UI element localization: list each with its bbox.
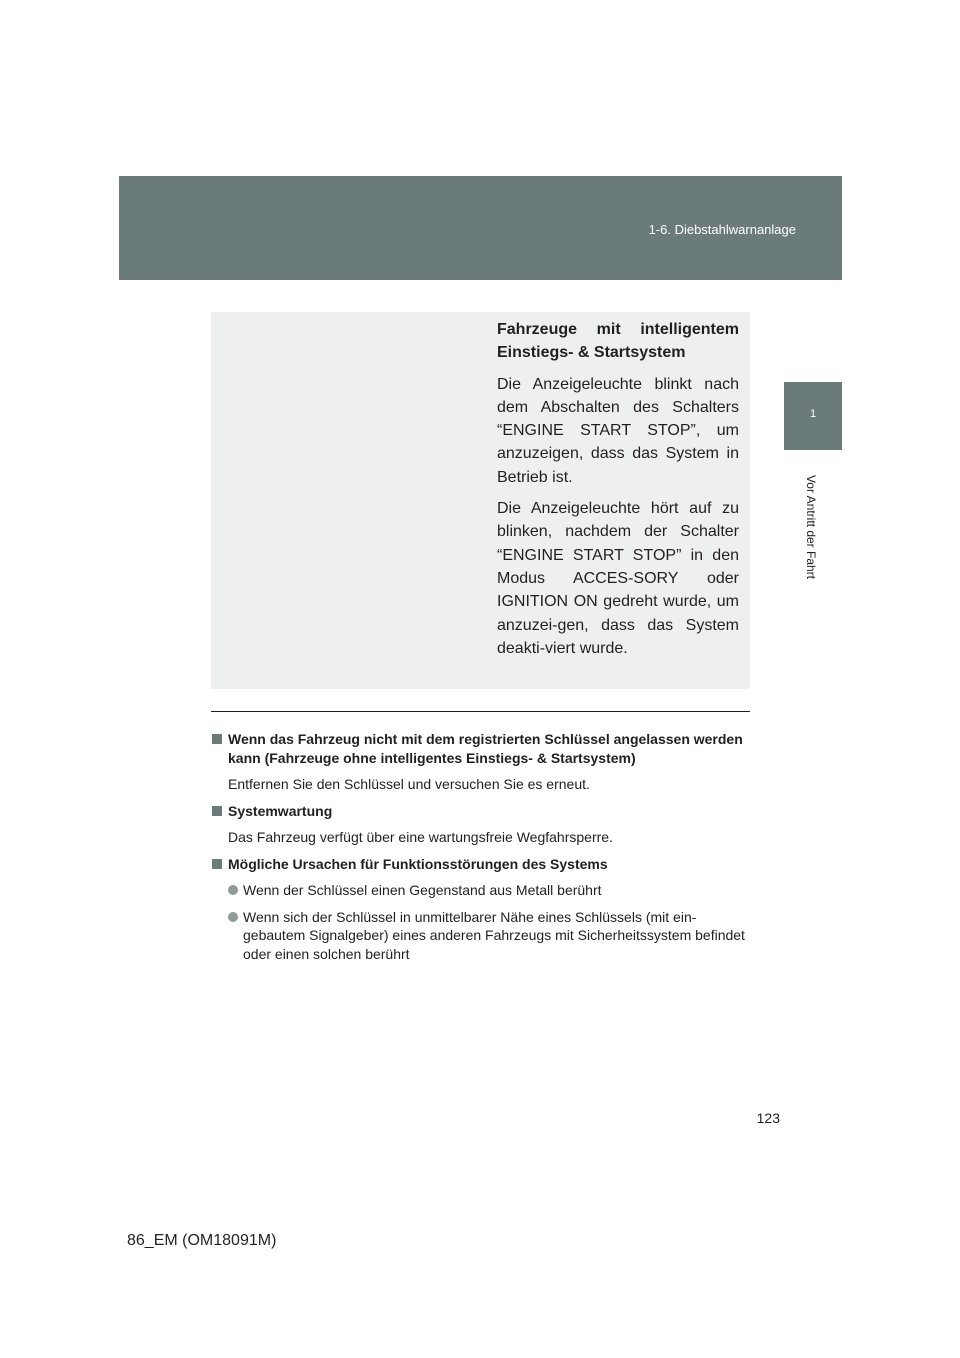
info-box-paragraph: Die Anzeigeleuchte blinkt nach dem Abschalten des Schalters “ENGINE START STOP”, um anzuzeigen, dass das System in Betrieb ist.: [497, 375, 739, 486]
note-title-text: Wenn das Fahrzeug nicht mit dem registrierten Schlüssel angelassen werden kann (Fahrzeuge ohne intelligentes Einstiegs- & Startsystem): [228, 731, 743, 766]
list-item: [228, 881, 751, 900]
round-bullet-icon: [228, 912, 238, 922]
square-bullet-icon: [212, 859, 222, 869]
document-id: 86_EM (OM18091M): [127, 1232, 277, 1249]
note-title: [211, 855, 751, 874]
header-bar: [119, 176, 842, 280]
chapter-number: 1: [809, 408, 817, 420]
list-item-text: Wenn sich der Schlüssel in unmittelbarer Nähe eines Schlüssels (mit ein-gebautem Signalgeber) eines anderen Fahrzeugs mit Sicherheitssystem befindet oder einen solchen berührt: [243, 908, 745, 962]
note-body: Entfernen Sie den Schlüssel und versuchen Sie es erneut.: [228, 776, 590, 792]
divider: [211, 711, 750, 712]
note-title-text: Mögliche Ursachen für Funktionsstörungen des Systems: [228, 855, 608, 872]
note-title: [211, 802, 751, 821]
page-number: 123: [756, 1110, 780, 1126]
notes-section: [211, 730, 751, 971]
note-title-text: Systemwartung: [228, 802, 333, 819]
list-item: [228, 908, 751, 964]
info-box: [211, 312, 750, 689]
square-bullet-icon: [212, 806, 222, 816]
round-bullet-icon: [228, 885, 238, 895]
info-box-text: [497, 318, 739, 668]
note-title: [211, 730, 751, 767]
chapter-label: Vor Antritt der Fahrt: [804, 474, 818, 580]
square-bullet-icon: [212, 734, 222, 744]
section-title: 1-6. Diebstahlwarnanlage: [648, 222, 796, 237]
info-box-heading: Fahrzeuge mit intelligentem Einstiegs- & Startsystem: [497, 321, 739, 362]
note-body: Das Fahrzeug verfügt über eine wartungsfreie Wegfahrsperre.: [228, 829, 613, 845]
list-item-text: Wenn der Schlüssel einen Gegenstand aus Metall berührt: [243, 882, 602, 898]
info-box-paragraph: Die Anzeigeleuchte hört auf zu blinken, nachdem der Schalter “ENGINE START STOP” in den Modus ACCES-SORY oder IGNITION ON gedreht wurde, um anzuzei-gen, dass das System deakti-viert wurde.: [497, 500, 739, 657]
chapter-tab: [784, 382, 842, 450]
